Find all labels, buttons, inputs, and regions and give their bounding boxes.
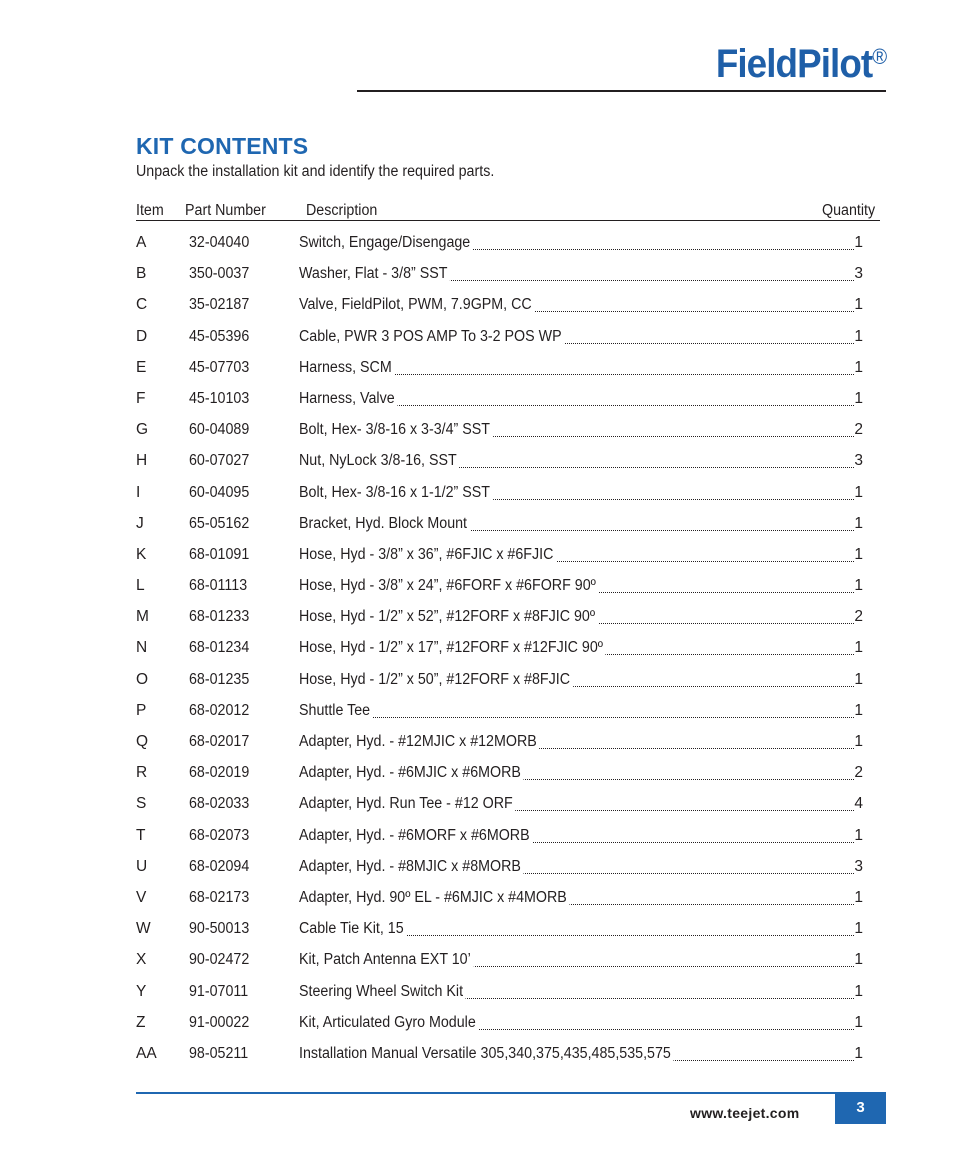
quantity: 1 [854,359,866,377]
description-cell [299,421,866,439]
item-letter: B [136,265,147,283]
description-cell [299,858,866,876]
table-row [136,1007,880,1038]
item-letter: Z [136,1013,146,1031]
description: Cable, PWR 3 POS AMP To 3-2 POS WP [299,328,564,346]
part-number: 35-02187 [189,296,250,314]
table-row [136,851,880,882]
description: Adapter, Hyd. Run Tee - #12 ORF [299,795,516,813]
table-row [136,352,880,383]
table-row [136,1038,880,1069]
description-cell [299,608,866,626]
item-letter: O [136,670,149,688]
table-row [136,788,880,819]
header-underline [136,220,880,221]
quantity: 1 [854,1014,866,1032]
part-number: 45-05396 [189,327,250,345]
part-number: 60-07027 [189,452,250,470]
item-letter: K [136,545,147,563]
description: Adapter, Hyd. - #6MJIC x #6MORB [299,764,524,782]
table-row [136,976,880,1007]
column-header-part-number: Part Number [185,202,266,219]
item-letter: F [136,389,146,407]
table-row [136,539,880,570]
description: Hose, Hyd - 3/8” x 24”, #6FORF x #6FORF 90º [299,577,599,595]
item-letter: J [136,514,144,532]
table-row [136,882,880,913]
description: Bolt, Hex- 3/8-16 x 3-3/4” SST [299,421,493,439]
description-cell [299,484,866,502]
description: Kit, Patch Antenna EXT 10’ [299,951,474,969]
description: Nut, NyLock 3/8-16, SST [299,452,459,470]
description-cell [299,328,866,346]
table-row [136,321,880,352]
description-cell [299,733,866,751]
description: Washer, Flat - 3/8” SST [299,265,450,283]
item-letter: X [136,951,147,969]
quantity: 1 [854,733,866,751]
table-row [136,664,880,695]
description-cell [299,296,866,314]
quantity: 1 [854,827,866,845]
description-cell [299,546,866,564]
table-row [136,820,880,851]
table-row [136,477,880,508]
part-number: 68-01235 [189,670,250,688]
part-number: 68-01091 [189,545,250,563]
parts-list [136,227,880,1069]
description-cell [299,702,866,720]
part-number: 68-02019 [189,764,250,782]
description: Installation Manual Versatile 305,340,375,435,485,535,575 [299,1045,674,1063]
item-letter: Q [136,733,149,750]
quantity: 3 [854,265,866,283]
footer-rule [136,1092,886,1094]
item-letter: S [136,795,147,813]
table-row [136,289,880,320]
table-row [136,601,880,632]
quantity: 1 [854,234,866,252]
description: Hose, Hyd - 1/2” x 50”, #12FORF x #8FJIC [299,671,573,689]
description-cell [299,639,866,657]
description-cell [299,920,866,938]
description-cell [299,764,866,782]
table-row [136,695,880,726]
quantity: 1 [854,577,866,595]
description: Adapter, Hyd. - #8MJIC x #8MORB [299,858,524,876]
item-letter: D [136,327,148,345]
part-number: 98-05211 [189,1044,249,1062]
description: Bolt, Hex- 3/8-16 x 1-1/2” SST [299,484,493,502]
table-row [136,445,880,476]
part-number: 32-04040 [189,234,250,251]
column-header-description: Description [306,202,378,219]
table-row [136,414,880,445]
description-cell [299,234,866,252]
part-number: 68-02017 [189,733,250,750]
registered-mark: ® [871,44,886,69]
quantity: 1 [854,951,866,969]
table-row [136,757,880,788]
column-header-quantity: Quantity [822,202,876,219]
quantity: 1 [854,671,866,689]
description: Adapter, Hyd. 90º EL - #6MJIC x #4MORB [299,889,570,907]
part-number: 68-02173 [189,888,250,906]
table-row [136,726,880,757]
table-row [136,508,880,539]
part-number: 68-01234 [189,639,250,657]
description-cell [299,1045,866,1063]
description-cell [299,577,866,595]
description: Cable Tie Kit, 15 [299,920,406,938]
header-rule [357,90,886,92]
brand-name: FieldPilot [715,42,872,86]
description: Harness, SCM [299,359,394,377]
quantity: 1 [854,390,866,408]
part-number: 68-02033 [189,795,250,813]
part-number: 68-02094 [189,857,250,875]
part-number: 60-04095 [189,483,250,501]
part-number: 68-02012 [189,701,250,719]
description-cell [299,1014,866,1032]
quantity: 1 [854,484,866,502]
description: Kit, Articulated Gyro Module [299,1014,479,1032]
item-letter: AA [136,1044,157,1062]
part-number: 68-01113 [189,577,248,595]
quantity: 4 [854,795,866,813]
description: Hose, Hyd - 3/8” x 36”, #6FJIC x #6FJIC [299,546,556,564]
description: Hose, Hyd - 1/2” x 52”, #12FORF x #8FJIC 90º [299,608,598,626]
item-letter: G [136,421,149,439]
description: Steering Wheel Switch Kit [299,983,466,1001]
quantity: 1 [854,546,866,564]
description: Valve, FieldPilot, PWM, 7.9GPM, CC [299,296,534,314]
table-row [136,632,880,663]
footer-url: www.teejet.com [690,1105,800,1121]
quantity: 1 [854,515,866,533]
part-number: 60-04089 [189,421,250,439]
description: Switch, Engage/Disengage [299,234,473,252]
table-row [136,913,880,944]
description-cell [299,671,866,689]
description-cell [299,827,866,845]
item-letter: Y [136,982,147,1000]
table-row [136,383,880,414]
quantity: 2 [854,421,866,439]
quantity: 1 [854,296,866,314]
part-number: 90-50013 [189,920,250,938]
part-number: 68-02073 [189,826,250,844]
quantity: 3 [854,452,866,470]
item-letter: H [136,452,148,470]
item-letter: P [136,701,147,719]
quantity: 1 [854,920,866,938]
item-letter: C [136,296,148,314]
brand-logo [716,44,886,84]
description-cell [299,983,866,1001]
item-letter: L [136,577,145,595]
item-letter: E [136,358,147,376]
description-cell [299,951,866,969]
part-number: 350-0037 [189,265,250,283]
table-row [136,570,880,601]
page-number: 3 [835,1092,886,1124]
column-header-item: Item [136,202,164,219]
table-row [136,258,880,289]
part-number: 45-10103 [189,389,250,407]
description: Shuttle Tee [299,702,373,720]
item-letter: I [136,483,141,501]
description-cell [299,515,866,533]
quantity: 1 [854,1045,866,1063]
quantity: 2 [854,608,866,626]
description-cell [299,265,866,283]
quantity: 1 [854,983,866,1001]
item-letter: N [136,639,148,657]
part-number: 45-07703 [189,358,250,376]
item-letter: T [136,826,146,844]
section-title: KIT CONTENTS [136,133,309,159]
quantity: 2 [854,764,866,782]
item-letter: A [136,234,147,251]
description: Bracket, Hyd. Block Mount [299,515,470,533]
item-letter: W [136,920,151,938]
quantity: 1 [854,889,866,907]
description: Adapter, Hyd. - #6MORF x #6MORB [299,827,532,845]
table-row [136,227,880,258]
intro-text: Unpack the installation kit and identify the required parts. [136,163,495,180]
description: Harness, Valve [299,390,397,408]
part-number: 68-01233 [189,608,250,626]
description: Adapter, Hyd. - #12MJIC x #12MORB [299,733,540,751]
item-letter: U [136,857,148,875]
item-letter: R [136,764,148,782]
part-number: 65-05162 [189,514,250,532]
description-cell [299,795,866,813]
description-cell [299,452,866,470]
part-number: 90-02472 [189,951,250,969]
description-cell [299,889,866,907]
quantity: 1 [854,702,866,720]
table-row [136,944,880,975]
part-number: 91-00022 [189,1013,250,1031]
quantity: 1 [854,328,866,346]
quantity: 1 [854,639,866,657]
item-letter: V [136,888,147,906]
description-cell [299,390,866,408]
item-letter: M [136,608,149,626]
part-number: 91-07011 [189,982,249,1000]
quantity: 3 [854,858,866,876]
description-cell [299,359,866,377]
description: Hose, Hyd - 1/2” x 17”, #12FORF x #12FJIC 90º [299,639,606,657]
